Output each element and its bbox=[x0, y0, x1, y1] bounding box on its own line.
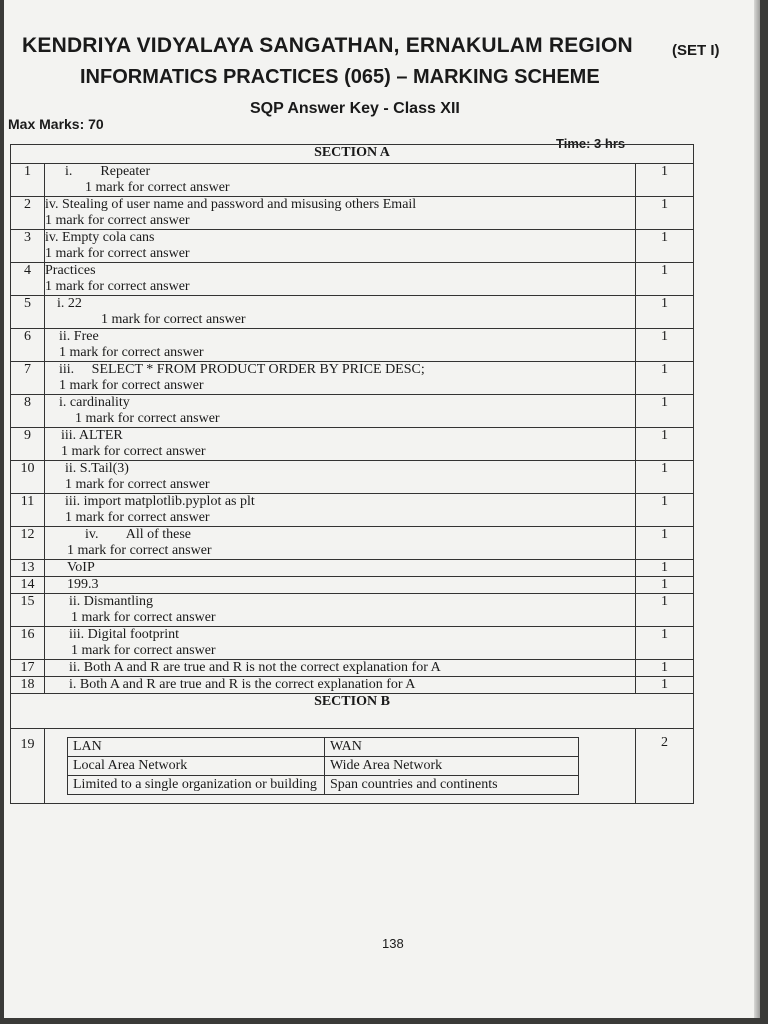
marks-value: 1 bbox=[635, 428, 693, 461]
marks-value: 1 bbox=[635, 494, 693, 527]
marks-value: 1 bbox=[635, 461, 693, 494]
answer-text: iii. ALTER bbox=[61, 428, 123, 443]
question-number: 15 bbox=[11, 594, 45, 627]
question-number: 4 bbox=[11, 263, 45, 296]
question-number: 6 bbox=[11, 329, 45, 362]
answer-key-page bbox=[4, 0, 756, 1018]
answer-text: Practices bbox=[45, 263, 96, 278]
table-row bbox=[11, 660, 694, 677]
answer-text: i. cardinality bbox=[59, 395, 130, 410]
table-row bbox=[68, 738, 579, 757]
marking-note: 1 mark for correct answer bbox=[61, 444, 206, 459]
section-a-row bbox=[11, 145, 694, 164]
table-row bbox=[11, 296, 694, 329]
marking-scheme-table bbox=[10, 144, 694, 804]
table-cell: Limited to a single organization or building bbox=[68, 776, 325, 795]
table-row bbox=[68, 757, 579, 776]
table-row bbox=[11, 230, 694, 263]
question-number: 13 bbox=[11, 560, 45, 577]
marking-note: 1 mark for correct answer bbox=[59, 345, 204, 360]
marking-note: 1 mark for correct answer bbox=[45, 246, 190, 261]
marks-value: 2 bbox=[635, 729, 693, 804]
question-number: 10 bbox=[11, 461, 45, 494]
marking-note: 1 mark for correct answer bbox=[71, 643, 216, 658]
question-number: 8 bbox=[11, 395, 45, 428]
marks-value: 1 bbox=[635, 560, 693, 577]
marks-value: 1 bbox=[635, 577, 693, 594]
marks-value: 1 bbox=[635, 677, 693, 694]
max-marks: Max Marks: 70 bbox=[8, 116, 104, 132]
question-number: 19 bbox=[11, 729, 45, 804]
marks-value: 1 bbox=[635, 296, 693, 329]
answer-text: iii. Digital footprint bbox=[69, 627, 180, 642]
organization-title: KENDRIYA VIDYALAYA SANGATHAN, ERNAKULAM REGION bbox=[22, 34, 633, 57]
question-number: 17 bbox=[11, 660, 45, 677]
marks-value: 1 bbox=[635, 594, 693, 627]
marks-value: 1 bbox=[635, 197, 693, 230]
marks-value: 1 bbox=[635, 660, 693, 677]
table-cell: WAN bbox=[325, 738, 579, 757]
marking-note: 1 mark for correct answer bbox=[59, 378, 204, 393]
marks-value: 1 bbox=[635, 230, 693, 263]
question-number: 7 bbox=[11, 362, 45, 395]
question-number: 11 bbox=[11, 494, 45, 527]
answer-text: ii. Both A and R are true and R is not the correct explanation for A bbox=[69, 660, 441, 675]
marking-note: 1 mark for correct answer bbox=[71, 610, 216, 625]
answer-text: i. Repeater bbox=[65, 164, 151, 179]
table-row bbox=[11, 594, 694, 627]
answer-text: iv. Empty cola cans bbox=[45, 230, 155, 245]
table-row bbox=[11, 677, 694, 694]
marks-value: 1 bbox=[635, 627, 693, 660]
table-row bbox=[11, 263, 694, 296]
table-row bbox=[11, 527, 694, 560]
marking-note: 1 mark for correct answer bbox=[67, 543, 212, 558]
table-row bbox=[11, 494, 694, 527]
table-row bbox=[11, 461, 694, 494]
question-number: 18 bbox=[11, 677, 45, 694]
table-row bbox=[11, 329, 694, 362]
answer-text: iv. All of these bbox=[85, 527, 192, 542]
question-number: 5 bbox=[11, 296, 45, 329]
table-cell: Span countries and continents bbox=[325, 776, 579, 795]
table-cell: Wide Area Network bbox=[325, 757, 579, 776]
question-number: 1 bbox=[11, 164, 45, 197]
answer-text: ii. Free bbox=[59, 329, 99, 344]
answer-text: i. Both A and R are true and R is the correct explanation for A bbox=[69, 677, 416, 692]
section-b-row bbox=[11, 694, 694, 729]
set-label: (SET I) bbox=[672, 42, 720, 59]
answer-text: i. 22 bbox=[57, 296, 82, 311]
table-row bbox=[68, 776, 579, 795]
section-b-heading: SECTION B bbox=[11, 694, 694, 729]
marking-note: 1 mark for correct answer bbox=[45, 213, 190, 228]
question-number: 2 bbox=[11, 197, 45, 230]
table-row bbox=[11, 577, 694, 594]
answer-text: iii. import matplotlib.pyplot as plt bbox=[65, 494, 255, 509]
question-number: 14 bbox=[11, 577, 45, 594]
answer-text: ii. Dismantling bbox=[69, 594, 153, 609]
question-number: 16 bbox=[11, 627, 45, 660]
answer-text: VoIP bbox=[67, 560, 95, 575]
table-row bbox=[11, 164, 694, 197]
answer-text: ii. S.Tail(3) bbox=[65, 461, 129, 476]
lan-wan-comparison-table bbox=[67, 737, 579, 795]
time-allowed: Time: 3 hrs bbox=[556, 136, 626, 151]
document-subtitle: SQP Answer Key - Class XII bbox=[250, 100, 460, 117]
question-number: 9 bbox=[11, 428, 45, 461]
marks-value: 1 bbox=[635, 164, 693, 197]
table-cell: Local Area Network bbox=[68, 757, 325, 776]
marks-value: 1 bbox=[635, 395, 693, 428]
marks-value: 1 bbox=[635, 329, 693, 362]
table-row bbox=[11, 428, 694, 461]
table-cell: LAN bbox=[68, 738, 325, 757]
marking-note: 1 mark for correct answer bbox=[75, 411, 220, 426]
marking-note: 1 mark for correct answer bbox=[45, 279, 190, 294]
marking-note: 1 mark for correct answer bbox=[65, 477, 210, 492]
subject-title: INFORMATICS PRACTICES (065) – MARKING SCHEME bbox=[80, 66, 600, 88]
answer-text: iv. Stealing of user name and password and misusing others Email bbox=[45, 197, 417, 212]
table-row bbox=[11, 362, 694, 395]
table-row bbox=[11, 627, 694, 660]
section-a-heading: SECTION A bbox=[11, 145, 694, 164]
marks-value: 1 bbox=[635, 527, 693, 560]
marking-note: 1 mark for correct answer bbox=[85, 180, 230, 195]
question-number: 12 bbox=[11, 527, 45, 560]
marks-value: 1 bbox=[635, 263, 693, 296]
question-number: 3 bbox=[11, 230, 45, 263]
table-row bbox=[11, 197, 694, 230]
answer-text: iii. SELECT * FROM PRODUCT ORDER BY PRICE DESC; bbox=[59, 362, 425, 377]
table-row bbox=[11, 560, 694, 577]
marks-value: 1 bbox=[635, 362, 693, 395]
marking-note: 1 mark for correct answer bbox=[65, 510, 210, 525]
answer-text: 199.3 bbox=[67, 577, 99, 592]
page-number: 138 bbox=[382, 936, 404, 951]
table-row bbox=[11, 395, 694, 428]
marking-note: 1 mark for correct answer bbox=[101, 312, 246, 327]
table-row bbox=[11, 729, 694, 804]
